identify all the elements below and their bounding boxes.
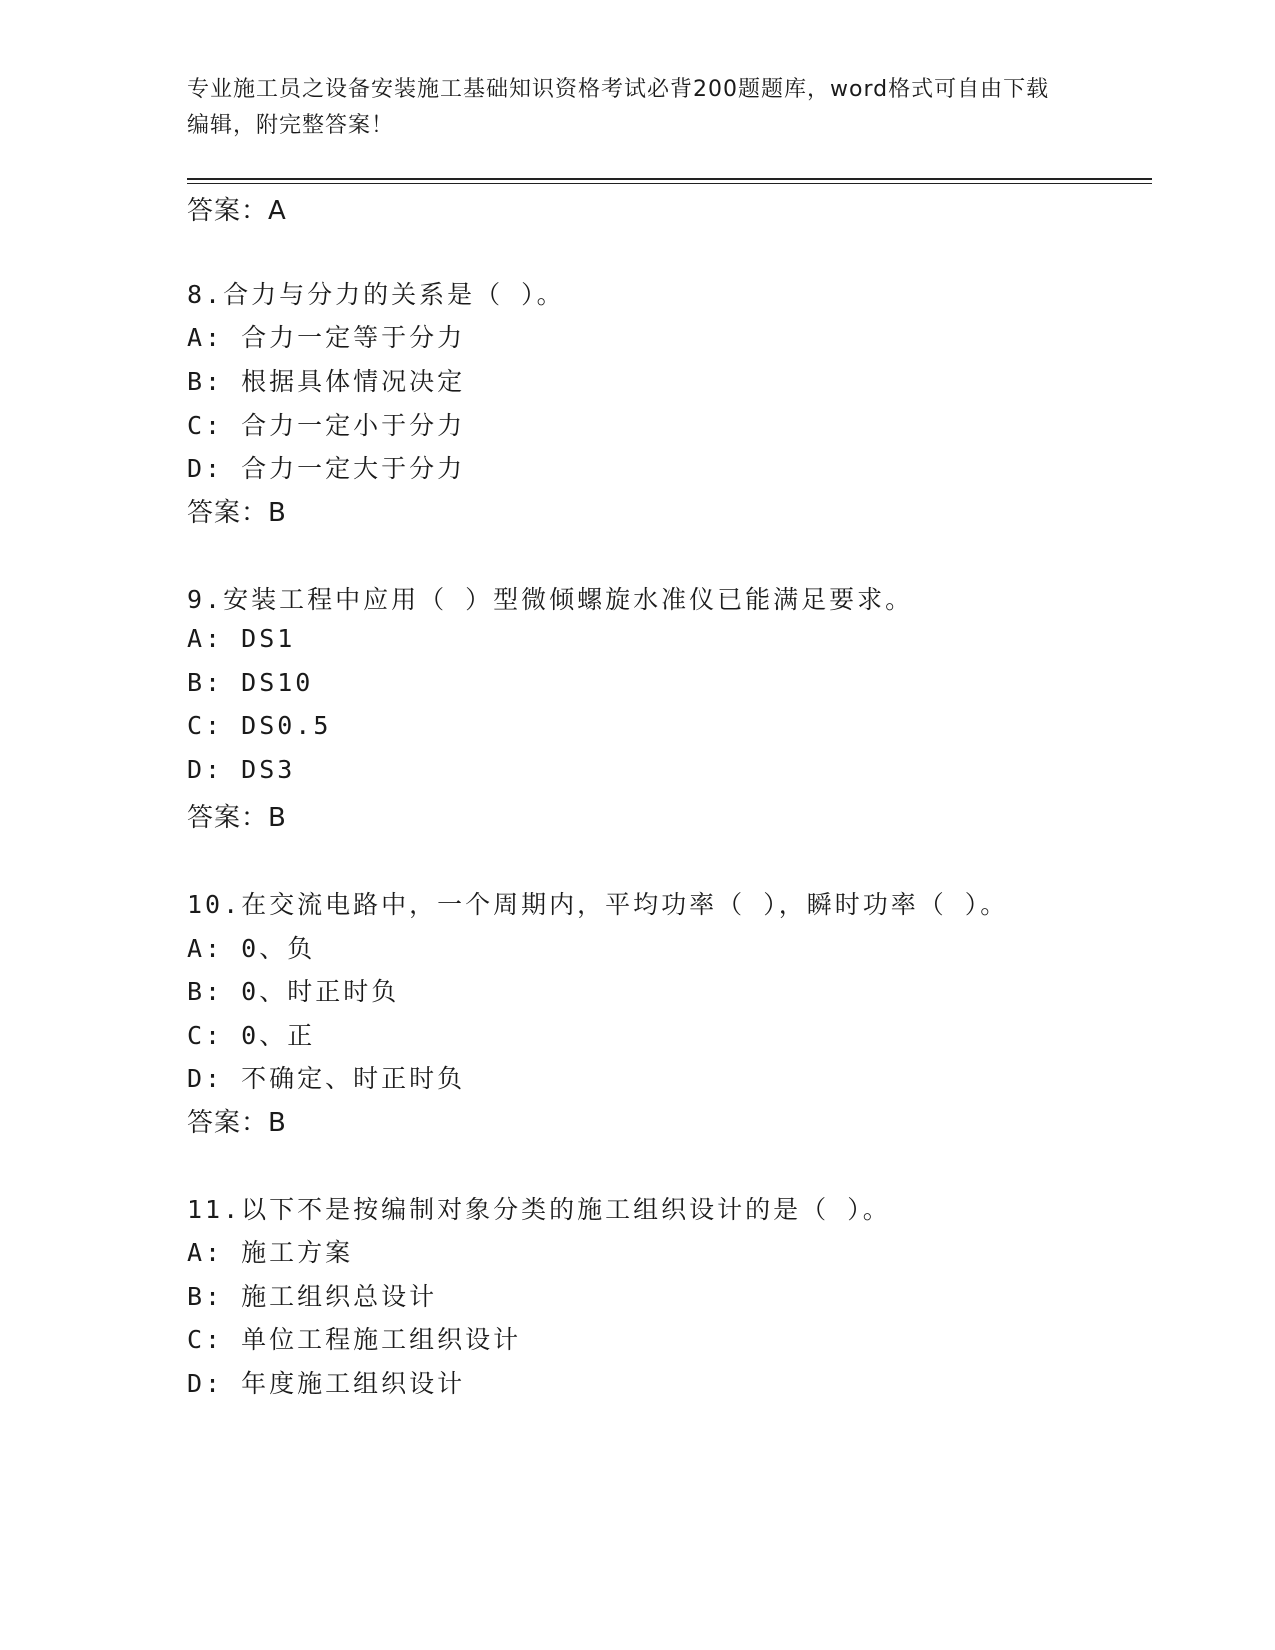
answer-label: 答案：B [187, 803, 287, 833]
document-header: 专业施工员之设备安装施工基础知识资格考试必背200题题库，word格式可自由下载编辑，附完整答案！ [187, 77, 1050, 138]
option-a: A: DS1 [187, 624, 296, 653]
header-divider-thin [187, 183, 1152, 184]
answer-label: 答案：B [187, 498, 287, 528]
option-d: D: 年度施工组织设计 [187, 1369, 466, 1398]
question-stem: 9.安装工程中应用（ ）型微倾螺旋水准仪已能满足要求。 [187, 585, 914, 614]
option-b: B: DS10 [187, 668, 314, 697]
option-c: C: 0、正 [187, 1021, 316, 1050]
option-b: B: 施工组织总设计 [187, 1282, 438, 1311]
question-stem: 8.合力与分力的关系是（ ）。 [187, 280, 565, 309]
option-a: A: 施工方案 [187, 1238, 354, 1267]
option-b: B: 0、时正时负 [187, 977, 400, 1006]
option-d: D: DS3 [187, 755, 296, 784]
option-d: D: 合力一定大于分力 [187, 454, 466, 483]
option-d: D: 不确定、时正时负 [187, 1064, 466, 1093]
option-c: C: 合力一定小于分力 [187, 411, 466, 440]
answer-label: 答案：A [187, 196, 287, 226]
option-b: B: 根据具体情况决定 [187, 367, 466, 396]
header-divider [187, 178, 1152, 180]
question-stem: 11.以下不是按编制对象分类的施工组织设计的是（ ）。 [187, 1195, 891, 1224]
option-a: A: 0、负 [187, 934, 316, 963]
option-c: C: 单位工程施工组织设计 [187, 1325, 522, 1354]
option-c: C: DS0.5 [187, 711, 332, 740]
answer-label: 答案：B [187, 1108, 287, 1138]
option-a: A: 合力一定等于分力 [187, 323, 466, 352]
question-stem: 10.在交流电路中，一个周期内，平均功率（ ），瞬时功率（ ）。 [187, 890, 1009, 919]
